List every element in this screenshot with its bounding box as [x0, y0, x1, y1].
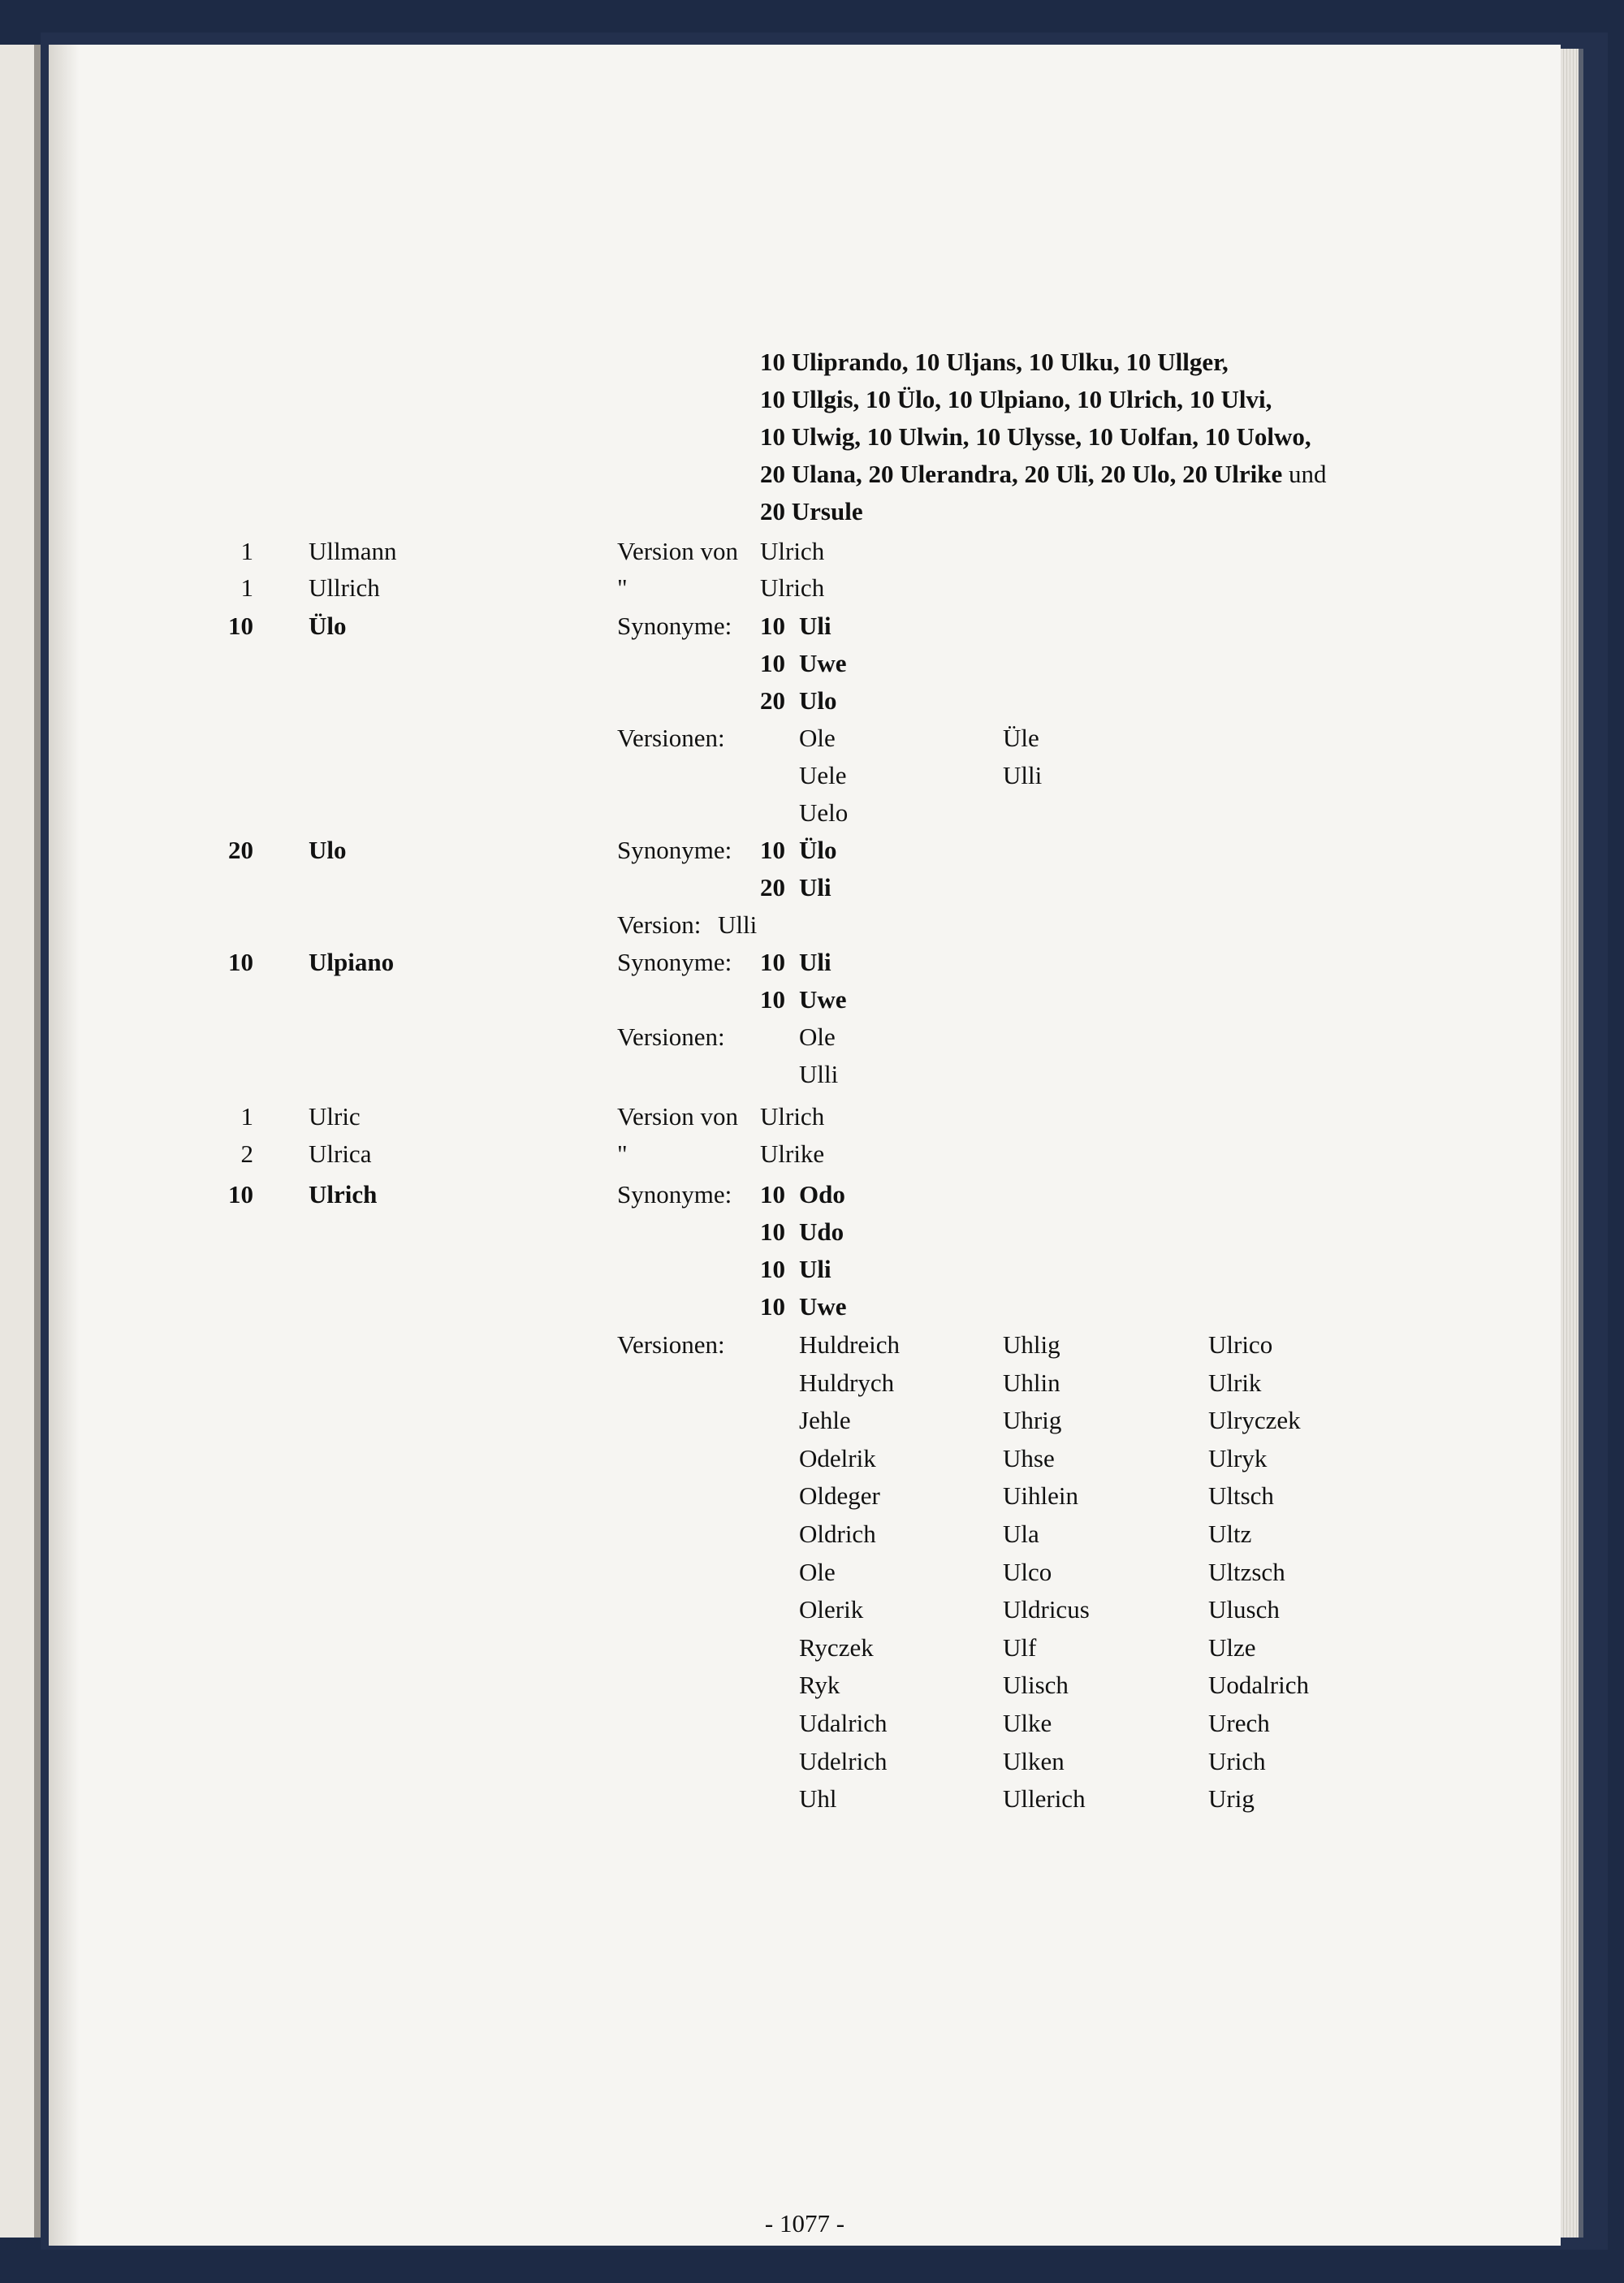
intro-line: 20 Ulana, 20 Ulerandra, 20 Uli, 20 Ulo, 20 Ulrike und [760, 460, 1327, 488]
version-name: Urich [1208, 1747, 1266, 1775]
version-name: Udelrich [799, 1747, 888, 1775]
entry-score: 20 [228, 836, 253, 864]
intro-line: 20 Ursule [760, 497, 863, 525]
related-name: Ulrich [760, 573, 825, 602]
version-name: Ullerich [1003, 1784, 1086, 1813]
synonym-score: 10 [760, 985, 785, 1014]
related-name: Odo [799, 1180, 845, 1209]
left-page-edge [0, 45, 34, 2238]
related-name: Uwe [799, 985, 847, 1014]
version-name: Ulze [1208, 1633, 1256, 1662]
entry-label: Version: [617, 910, 702, 939]
version-name: Huldrych [799, 1369, 895, 1397]
version-name: Odelrik [799, 1444, 876, 1472]
related-name: Uli [799, 873, 831, 902]
version-name: Uldricus [1003, 1595, 1090, 1624]
version-name: Urig [1208, 1784, 1255, 1813]
related-name: Uli [799, 612, 831, 640]
version-name: Oldrich [799, 1520, 876, 1548]
related-name: Ülo [799, 836, 837, 864]
related-name: Uli [799, 948, 831, 976]
synonym-score: 10 [760, 1255, 785, 1283]
synonym-score: 10 [760, 1217, 785, 1246]
version-name: Ryk [799, 1671, 840, 1699]
entry-score: 10 [228, 948, 253, 976]
synonym-score: 10 [760, 1180, 785, 1209]
version-name: Ultsch [1208, 1481, 1274, 1510]
version-name: Ulke [1003, 1709, 1052, 1737]
version-name: Ulisch [1003, 1671, 1069, 1699]
version-name: Ulrico [1208, 1330, 1273, 1359]
version-name: Ole [799, 1558, 836, 1586]
synonym-score: 10 [760, 612, 785, 640]
intro-line: 10 Ulwig, 10 Ulwin, 10 Ulysse, 10 Uolfan, 10 Uolwo, [760, 422, 1311, 451]
related-name: Uwe [799, 1292, 847, 1321]
intro-line: 10 Uliprando, 10 Uljans, 10 Ulku, 10 Ullger, [760, 348, 1229, 376]
related-name: Ole [799, 1023, 836, 1051]
related-name: Ulli [718, 910, 758, 939]
related-name: Uelo [799, 798, 849, 827]
version-name: Uhlin [1003, 1369, 1060, 1397]
entry-name: Ülo [309, 612, 347, 640]
page-gutter [49, 45, 80, 2246]
entry-label: Synonyme: [617, 1180, 732, 1209]
entry-label: " [617, 1139, 628, 1168]
version-name: Ulrik [1208, 1369, 1262, 1397]
version-name: Ulken [1003, 1747, 1065, 1775]
version-name: Uhrig [1003, 1406, 1062, 1434]
entry-label: Synonyme: [617, 948, 732, 976]
synonym-score: 10 [760, 649, 785, 677]
entry-score: 10 [228, 1180, 253, 1209]
related-name: Udo [799, 1217, 844, 1246]
entry-name: Ulo [309, 836, 347, 864]
version-name: Uihlein [1003, 1481, 1078, 1510]
related-name: Uli [799, 1255, 831, 1283]
version-name: Olerik [799, 1595, 864, 1624]
intro-line-suffix: und [1282, 460, 1327, 488]
synonym-score: 10 [760, 1292, 785, 1321]
synonym-score: 20 [760, 686, 785, 715]
entry-label: Synonyme: [617, 612, 732, 640]
page-number: - 1077 - [764, 2209, 845, 2238]
related-name: Ulli [799, 1060, 839, 1088]
version-name: Uhse [1003, 1444, 1055, 1472]
entry-label: Versionen: [617, 1330, 725, 1359]
version-name: Ulryczek [1208, 1406, 1301, 1434]
entry-score: 2 [240, 1139, 253, 1168]
synonym-score: 10 [760, 836, 785, 864]
related-name: Uele [799, 761, 847, 789]
entry-score: 10 [228, 612, 253, 640]
entry-label: Version von [617, 537, 738, 565]
version-name: Udalrich [799, 1709, 888, 1737]
intro-line: 10 Ullgis, 10 Ülo, 10 Ulpiano, 10 Ulrich, 10 Ulvi, [760, 385, 1272, 413]
book-page [49, 45, 1561, 2246]
entry-label: Versionen: [617, 724, 725, 752]
version-name: Üle [1003, 724, 1039, 752]
version-name: Urech [1208, 1709, 1270, 1737]
entry-name: Ulpiano [309, 948, 395, 976]
version-name: Uhl [799, 1784, 837, 1813]
entry-label: Version von [617, 1102, 738, 1131]
entry-score: 1 [240, 537, 253, 565]
related-name: Ulrike [760, 1139, 825, 1168]
version-name: Ulusch [1208, 1595, 1280, 1624]
entry-name: Ulrich [309, 1180, 378, 1209]
entry-label: " [617, 573, 628, 602]
synonym-score: 20 [760, 873, 785, 902]
synonym-score: 10 [760, 948, 785, 976]
version-name: Oldeger [799, 1481, 880, 1510]
version-name: Ryczek [799, 1633, 874, 1662]
version-name: Ula [1003, 1520, 1039, 1548]
entry-score: 1 [240, 573, 253, 602]
entry-name: Ullmann [309, 537, 397, 565]
version-name: Ulco [1003, 1558, 1052, 1586]
version-name: Uodalrich [1208, 1671, 1309, 1699]
page-stack-edge [1561, 49, 1579, 2238]
version-name: Ulryk [1208, 1444, 1268, 1472]
entry-score: 1 [240, 1102, 253, 1131]
version-name: Jehle [799, 1406, 851, 1434]
version-name: Huldreich [799, 1330, 900, 1359]
version-name: Ultzsch [1208, 1558, 1285, 1586]
related-name: Ulrich [760, 1102, 825, 1131]
version-name: Ultz [1208, 1520, 1252, 1548]
related-name: Uwe [799, 649, 847, 677]
related-name: Ole [799, 724, 836, 752]
related-name: Ulo [799, 686, 837, 715]
version-name: Ulf [1003, 1633, 1037, 1662]
entry-label: Synonyme: [617, 836, 732, 864]
version-name: Ulli [1003, 761, 1043, 789]
related-name: Ulrich [760, 537, 825, 565]
entry-label: Versionen: [617, 1023, 725, 1051]
entry-name: Ulrica [309, 1139, 372, 1168]
entry-name: Ullrich [309, 573, 380, 602]
entry-name: Ulric [309, 1102, 361, 1131]
version-name: Uhlig [1003, 1330, 1060, 1359]
